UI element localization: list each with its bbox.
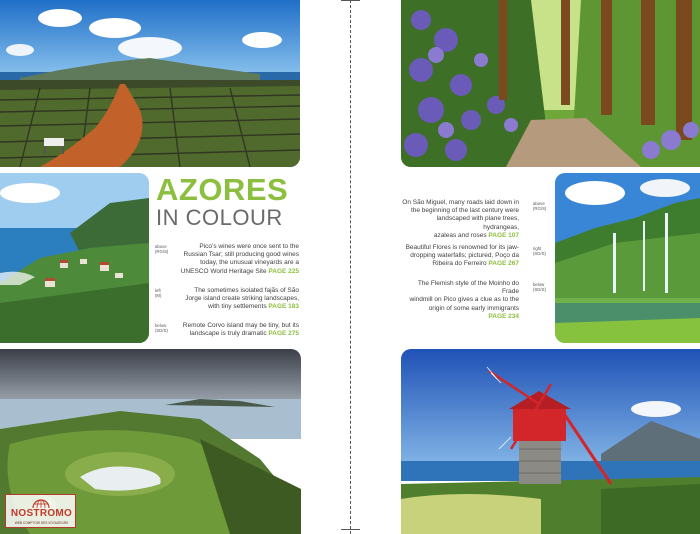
fold-tick-bottom (341, 529, 360, 530)
nostromo-watermark-logo (5, 494, 76, 528)
watermark-tagline: WEB COMPTOIR DES VOYAGEURS (14, 521, 69, 525)
page-ref-link[interactable]: PAGE 225 (268, 267, 299, 275)
caption-line: Ribeira do Ferreiro (432, 260, 487, 268)
caption-position: right (533, 246, 542, 251)
caption-line: The sometimes isolated fajãs of São (194, 287, 299, 294)
caption-line: Pico’s wines were once sent to the (199, 243, 299, 250)
fold-tick-top (341, 0, 360, 1)
caption-line: Beautiful Flores is renowned for its jaw- (405, 244, 519, 251)
pico-windmill-photo (401, 349, 700, 534)
flores-waterfall-photo (555, 173, 700, 343)
sao-jorge-coast-photo (0, 173, 149, 343)
caption-flores (400, 244, 550, 270)
caption-line: origin of some early immigrants (428, 304, 519, 312)
title-in-colour: IN COLOUR (156, 205, 283, 230)
pico-vineyards-photo (0, 0, 300, 167)
caption-vineyards (155, 243, 300, 277)
caption-line: windmill on Pico gives a clue as to the (409, 296, 519, 304)
caption-line: today, the unusual vineyards are a (200, 259, 299, 267)
fold-line (350, 0, 351, 534)
caption-position: above (155, 244, 167, 249)
caption-position-ref: (SD/S) (155, 328, 168, 333)
page-ref-link[interactable]: PAGE 234 (488, 312, 519, 320)
caption-sao-jorge (155, 287, 300, 313)
caption-line: The Flemish style of the Moinho do Frade (417, 280, 519, 296)
caption-position-ref: (M) (155, 293, 162, 298)
caption-line: dropping waterfalls; pictured, Poço da (410, 252, 519, 260)
caption-position: below (155, 323, 167, 328)
caption-line: azaleas and roses (433, 231, 487, 239)
page-ref-link[interactable]: PAGE 275 (268, 330, 299, 338)
caption-position-ref: (SD/S) (533, 251, 546, 256)
hydrangea-road-photo (401, 0, 700, 167)
caption-line: Jorge island create striking landscapes, (185, 295, 299, 303)
caption-corvo (155, 322, 300, 340)
caption-line: landscape is truly dramatic (189, 330, 267, 338)
caption-position-ref: (RG/S) (533, 206, 547, 211)
caption-position: below (533, 282, 545, 287)
title-azores: AZORES (156, 172, 289, 207)
caption-line: Russian Tsar; still producing good wines (183, 251, 299, 259)
page-ref-link[interactable]: PAGE 267 (488, 260, 519, 268)
page-ref-link[interactable]: PAGE 183 (268, 303, 299, 311)
caption-line: with tiny settlements (208, 303, 267, 311)
caption-line: On São Miguel, many roads laid down in (402, 199, 519, 206)
watermark-name: NOSTROMO (10, 508, 73, 519)
globe-icon (32, 496, 50, 508)
caption-line: Remote Corvo island may be tiny, but its (182, 322, 299, 329)
caption-line: the beginning of the last century were (410, 207, 519, 215)
caption-position: above (533, 201, 545, 206)
page-ref-link[interactable]: PAGE 107 (488, 231, 519, 239)
caption-windmill (400, 280, 550, 320)
caption-position: left (155, 288, 161, 293)
caption-position-ref: (SD/S) (533, 287, 546, 292)
caption-line: landscaped with plane trees, hydrangeas, (436, 215, 519, 231)
caption-sao-miguel (400, 199, 550, 239)
caption-line: UNESCO World Heritage Site (180, 267, 267, 275)
caption-position-ref: (RG/S) (155, 249, 169, 254)
